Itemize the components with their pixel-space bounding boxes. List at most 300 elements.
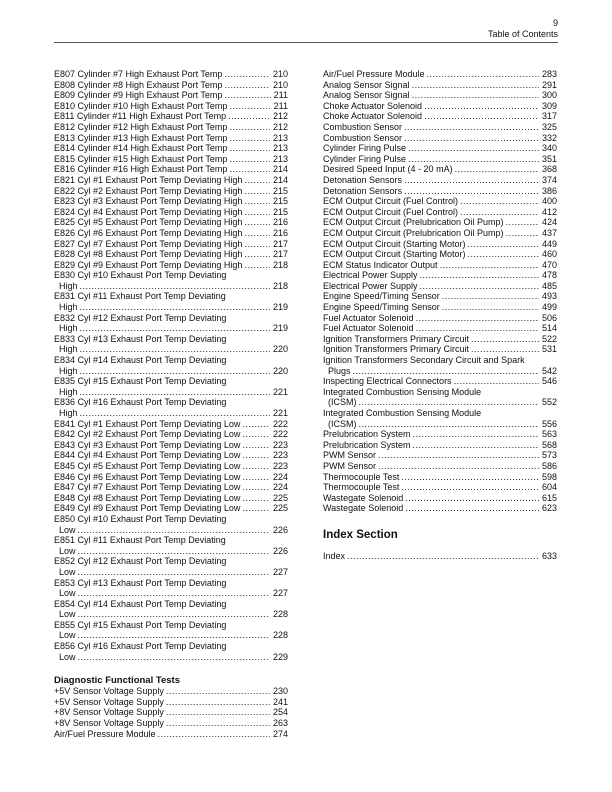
toc-entry-label: E845 Cyl #5 Exhaust Port Temp Deviating Low	[54, 460, 241, 471]
dot-leader	[158, 729, 270, 740]
toc-entry-label: Wastegate Solenoid	[323, 492, 404, 503]
dot-leader	[416, 323, 539, 334]
toc-entry[interactable]	[323, 270, 557, 281]
toc-entry[interactable]	[323, 302, 557, 313]
dot-leader	[404, 186, 539, 197]
dot-leader	[468, 239, 539, 250]
toc-entry-label: E827 Cyl #7 Exhaust Port Temp Deviating High	[54, 238, 243, 249]
toc-entry[interactable]	[323, 408, 557, 429]
toc-entry-page-number: 552	[541, 397, 557, 408]
toc-entry[interactable]	[54, 397, 288, 418]
toc-entry[interactable]	[323, 249, 557, 260]
dot-leader	[460, 196, 539, 207]
toc-entry-page-number: 220	[272, 365, 288, 376]
toc-entry[interactable]	[323, 323, 557, 334]
toc-entry-page-number: 224	[272, 482, 288, 493]
toc-entry-first-line: E855 Cyl #15 Exhaust Port Temp Deviating	[54, 619, 227, 630]
toc-entry-first-line: E852 Cyl #12 Exhaust Port Temp Deviating	[54, 556, 227, 567]
toc-entry[interactable]	[54, 599, 288, 620]
toc-entry-label: +8V Sensor Voltage Supply	[54, 718, 164, 729]
dot-leader	[229, 133, 270, 144]
toc-entry[interactable]	[54, 186, 288, 197]
toc-entry-page-number: 211	[273, 90, 288, 101]
dot-leader	[229, 164, 270, 175]
toc-entry-page-number: 633	[541, 550, 557, 561]
toc-entry-label: Fuel Actuator Solenoid	[323, 323, 414, 334]
dot-leader	[242, 482, 270, 493]
toc-entry-label: E808 Cylinder #8 High Exhaust Port Temp	[54, 79, 223, 90]
toc-entry[interactable]	[323, 281, 557, 292]
dot-leader	[408, 143, 539, 154]
toc-entry[interactable]	[54, 429, 288, 440]
toc-entry-page-number: 317	[541, 111, 557, 122]
toc-entry-page-number: 216	[272, 217, 288, 228]
toc-entry[interactable]	[54, 355, 288, 376]
toc-entry-page-number: 514	[541, 323, 557, 334]
toc-entry[interactable]	[323, 450, 557, 461]
toc-entry[interactable]	[323, 122, 557, 133]
toc-entry[interactable]	[323, 133, 557, 144]
toc-entry[interactable]	[323, 101, 557, 112]
toc-entry[interactable]	[323, 90, 557, 101]
toc-entry-label: Inspecting Electrical Connectors	[323, 376, 452, 387]
dot-leader	[442, 291, 539, 302]
toc-entry-list	[323, 551, 557, 562]
toc-entry-label: Choke Actuator Solenoid	[323, 100, 423, 111]
toc-entry[interactable]	[54, 291, 288, 312]
dot-leader	[80, 366, 270, 377]
dot-leader	[506, 228, 539, 239]
toc-entry-first-line: E836 Cyl #16 Exhaust Port Temp Deviating	[54, 397, 227, 408]
toc-entry-list	[54, 686, 288, 739]
dot-leader	[78, 609, 270, 620]
toc-entry-page-number: 300	[541, 90, 557, 101]
toc-entry[interactable]	[54, 101, 288, 112]
dot-leader	[460, 207, 539, 218]
toc-entry-label: E847 Cyl #7 Exhaust Port Temp Deviating Low	[54, 482, 241, 493]
toc-entry[interactable]	[323, 291, 557, 302]
toc-left-column	[54, 69, 288, 739]
toc-entry-label: E842 Cyl #2 Exhaust Port Temp Deviating Low	[54, 429, 241, 440]
toc-entry-label: E825 Cyl #5 Exhaust Port Temp Deviating High	[54, 217, 243, 228]
toc-entry[interactable]	[323, 387, 557, 408]
toc-entry-page-number: 225	[272, 503, 288, 514]
dot-leader	[424, 111, 539, 122]
dot-leader	[404, 122, 539, 133]
dot-leader	[242, 450, 270, 461]
toc-entry[interactable]	[54, 482, 288, 493]
toc-entry[interactable]	[323, 164, 557, 175]
toc-entry-page-number: 598	[541, 471, 557, 482]
toc-entry-first-line: Integrated Combustion Sensing Module	[323, 408, 482, 418]
toc-entry-page-number: 212	[272, 121, 288, 132]
toc-entry[interactable]	[323, 334, 557, 345]
toc-entry-label: Wastegate Solenoid	[323, 503, 404, 514]
toc-entry-label: E823 Cyl #3 Exhaust Port Temp Deviating High	[54, 196, 243, 207]
toc-entry-label: Low	[59, 609, 76, 620]
toc-entry-page-number: 222	[272, 429, 288, 440]
toc-entry[interactable]	[54, 514, 288, 535]
dot-leader	[78, 567, 270, 578]
toc-entry[interactable]	[54, 164, 288, 175]
toc-entry[interactable]	[54, 207, 288, 218]
toc-entry-page-number: 332	[541, 132, 557, 143]
toc-entry-page-number: 227	[272, 588, 288, 599]
toc-entry[interactable]	[54, 196, 288, 207]
dot-leader	[506, 217, 539, 228]
toc-entry[interactable]	[323, 376, 557, 387]
toc-entry-label: E814 Cylinder #14 High Exhaust Port Temp	[54, 143, 228, 154]
toc-entry[interactable]	[323, 472, 557, 483]
toc-entry[interactable]	[54, 718, 288, 729]
toc-entry[interactable]	[54, 334, 288, 355]
toc-entry-page-number: 229	[272, 651, 288, 662]
dot-leader	[244, 196, 270, 207]
toc-entry-label: E822 Cyl #2 Exhaust Port Temp Deviating High	[54, 185, 243, 196]
toc-entry-page-number: 424	[541, 217, 557, 228]
toc-entry[interactable]	[323, 175, 557, 186]
toc-entry[interactable]	[323, 69, 557, 80]
toc-entry[interactable]	[54, 133, 288, 144]
dot-leader	[166, 697, 270, 708]
dot-leader	[80, 344, 270, 355]
toc-entry[interactable]	[323, 493, 557, 504]
toc-entry[interactable]	[54, 111, 288, 122]
dot-leader	[424, 101, 539, 112]
toc-entry-label: Analog Sensor Signal	[323, 90, 410, 101]
toc-entry-label: Prelubrication System	[323, 429, 411, 440]
toc-entry-label: Air/Fuel Pressure Module	[54, 728, 156, 739]
toc-entry-label: E816 Cylinder #16 High Exhaust Port Temp	[54, 164, 228, 175]
toc-entry-page-number: 222	[272, 418, 288, 429]
dot-leader	[229, 143, 270, 154]
toc-entry-label: Analog Sensor Signal	[323, 79, 410, 90]
toc-entry-page-number: 228	[272, 630, 288, 641]
toc-entry[interactable]	[323, 228, 557, 239]
dot-leader	[228, 111, 270, 122]
toc-entry-label: High	[59, 365, 78, 376]
toc-entry-label: Combustion Sensor	[323, 132, 403, 143]
dot-leader	[401, 472, 539, 483]
dot-leader	[378, 450, 539, 461]
toc-entry-page-number: 218	[272, 259, 288, 270]
toc-entry-label: Low	[59, 566, 76, 577]
toc-entry-page-number: 573	[541, 450, 557, 461]
toc-entry[interactable]	[323, 503, 557, 514]
toc-entry-page-number: 210	[272, 69, 288, 79]
toc-entry-label: Air/Fuel Pressure Module	[323, 69, 425, 79]
toc-entry-page-number: 215	[272, 206, 288, 217]
toc-entry-label: ECM Output Circuit (Starting Motor)	[323, 249, 466, 260]
toc-entry-page-number: 485	[541, 280, 557, 291]
toc-entry[interactable]	[54, 154, 288, 165]
toc-entry-page-number: 623	[541, 503, 557, 514]
toc-entry-label: E821 Cyl #1 Exhaust Port Temp Deviating High	[54, 174, 243, 185]
dot-leader	[404, 175, 539, 186]
dot-leader	[244, 175, 270, 186]
dot-leader	[229, 154, 270, 165]
toc-entry-page-number: 499	[541, 302, 557, 313]
toc-entry-page-number: 213	[272, 143, 288, 154]
toc-entry-page-number: 241	[272, 696, 288, 707]
toc-entry[interactable]	[323, 239, 557, 250]
toc-entry[interactable]	[54, 556, 288, 577]
toc-entry[interactable]	[54, 707, 288, 718]
toc-entry-page-number: 218	[272, 280, 288, 291]
toc-entry-label: Engine Speed/Timing Sensor	[323, 302, 440, 313]
toc-entry[interactable]	[54, 503, 288, 514]
toc-entry[interactable]	[323, 482, 557, 493]
toc-entry-page-number: 210	[272, 79, 288, 90]
toc-entry-page-number: 563	[541, 429, 557, 440]
toc-entry-first-line: E832 Cyl #12 Exhaust Port Temp Deviating	[54, 312, 227, 323]
toc-entry-label: Cylinder Firing Pulse	[323, 153, 407, 164]
toc-entry[interactable]	[54, 641, 288, 662]
dot-leader	[78, 525, 270, 536]
toc-entry-label: High	[59, 386, 78, 397]
toc-entry-page-number: 615	[541, 492, 557, 503]
toc-entry-page-number: 228	[272, 609, 288, 620]
toc-entry[interactable]	[323, 80, 557, 91]
toc-entry[interactable]	[323, 196, 557, 207]
toc-entry-label: Engine Speed/Timing Sensor	[323, 291, 440, 302]
toc-entry[interactable]	[323, 440, 557, 451]
toc-entry-label: +8V Sensor Voltage Supply	[54, 707, 164, 718]
dot-leader	[454, 376, 539, 387]
toc-entry[interactable]	[54, 686, 288, 697]
toc-entry-label: ECM Output Circuit (Starting Motor)	[323, 238, 466, 249]
toc-entry-page-number: 386	[541, 185, 557, 196]
toc-entry-label: E812 Cylinder #12 High Exhaust Port Temp	[54, 121, 228, 132]
toc-entry-list	[54, 69, 288, 662]
toc-entry[interactable]	[323, 355, 557, 376]
dot-leader	[166, 707, 270, 718]
toc-entry-page-number: 449	[541, 238, 557, 249]
toc-entry-label: E844 Cyl #4 Exhaust Port Temp Deviating Low	[54, 450, 241, 461]
toc-entry-label: High	[59, 280, 78, 291]
toc-entry-page-number: 254	[272, 707, 288, 718]
toc-entry[interactable]	[54, 450, 288, 461]
toc-entry-label: PWM Sensor	[323, 450, 377, 461]
dot-leader	[224, 80, 270, 91]
dot-leader	[468, 249, 539, 260]
toc-entry-label: ECM Output Circuit (Prelubrication Oil Pump)	[323, 227, 504, 238]
dot-leader	[166, 718, 270, 729]
toc-entry-label: High	[59, 408, 78, 418]
toc-entry-page-number: 225	[272, 492, 288, 503]
toc-entry-page-number: 230	[272, 686, 288, 697]
toc-entry-page-number: 506	[541, 312, 557, 323]
dot-leader	[242, 493, 270, 504]
toc-entry-page-number: 283	[541, 69, 557, 79]
toc-entry-label: High	[59, 344, 78, 355]
toc-entry-page-number: 217	[272, 238, 288, 249]
toc-entry[interactable]	[54, 461, 288, 472]
toc-entry-page-number: 220	[272, 344, 288, 355]
toc-entry[interactable]	[54, 260, 288, 271]
toc-entry-page-number: 368	[541, 164, 557, 175]
toc-entry-page-number: 214	[272, 164, 288, 175]
dot-leader	[224, 69, 270, 80]
toc-entry-label: E826 Cyl #6 Exhaust Port Temp Deviating High	[54, 227, 243, 238]
toc-entry[interactable]	[323, 313, 557, 324]
dot-leader	[244, 207, 270, 218]
toc-entry[interactable]	[54, 620, 288, 641]
toc-entry[interactable]	[54, 143, 288, 154]
toc-entry[interactable]	[54, 175, 288, 186]
dot-leader	[244, 239, 270, 250]
dot-leader	[244, 217, 270, 228]
toc-entry-list	[323, 69, 557, 514]
toc-entry-page-number: 437	[541, 227, 557, 238]
toc-entry-label: ECM Output Circuit (Fuel Control)	[323, 206, 459, 217]
toc-entry[interactable]	[54, 472, 288, 483]
page-number: 9	[552, 18, 558, 28]
toc-entry-page-number: 351	[541, 153, 557, 164]
toc-entry[interactable]	[323, 344, 557, 355]
toc-entry-label: Low	[59, 545, 76, 556]
dot-leader	[413, 429, 539, 440]
toc-entry-label: Thermocouple Test	[323, 471, 400, 482]
toc-entry[interactable]	[323, 461, 557, 472]
toc-entry-label: Low	[59, 651, 76, 662]
toc-entry[interactable]	[323, 154, 557, 165]
toc-entry-page-number: 470	[541, 259, 557, 270]
toc-entry-label: E846 Cyl #6 Exhaust Port Temp Deviating Low	[54, 471, 241, 482]
toc-entry-page-number: 493	[541, 291, 557, 302]
toc-entry[interactable]	[54, 69, 288, 80]
toc-entry-page-number: 412	[541, 206, 557, 217]
toc-entry-page-number: 227	[272, 566, 288, 577]
toc-entry-page-number: 223	[272, 439, 288, 450]
toc-entry-first-line: E833 Cyl #13 Exhaust Port Temp Deviating	[54, 333, 227, 344]
dot-leader	[242, 503, 270, 514]
toc-entry-page-number: 214	[272, 174, 288, 185]
toc-entry-label: Combustion Sensor	[323, 121, 403, 132]
toc-entry-page-number: 226	[272, 545, 288, 556]
toc-entry-page-number: 309	[541, 100, 557, 111]
toc-entry-label: E809 Cylinder #9 High Exhaust Port Temp	[54, 90, 223, 101]
toc-entry-label: +5V Sensor Voltage Supply	[54, 696, 164, 707]
toc-entry-page-number: 223	[272, 460, 288, 471]
dot-leader	[224, 90, 270, 101]
toc-entry[interactable]	[54, 90, 288, 101]
toc-entry[interactable]	[54, 313, 288, 334]
toc-entry-page-number: 213	[272, 153, 288, 164]
toc-entry-label: E841 Cyl #1 Exhaust Port Temp Deviating Low	[54, 418, 241, 429]
toc-entry[interactable]	[54, 228, 288, 239]
toc-entry[interactable]	[323, 143, 557, 154]
dot-leader	[401, 482, 539, 493]
toc-entry-label: ECM Status Indicator Output	[323, 259, 438, 270]
toc-entry-first-line: E835 Cyl #15 Exhaust Port Temp Deviating	[54, 376, 227, 387]
toc-entry-page-number: 542	[541, 365, 557, 376]
dot-leader	[378, 461, 539, 472]
toc-entry-label: (ICSM)	[328, 418, 357, 429]
toc-entry-label: High	[59, 323, 78, 334]
toc-entry-page-number: 531	[541, 344, 557, 355]
toc-entry[interactable]	[54, 440, 288, 451]
toc-entry-label: +5V Sensor Voltage Supply	[54, 686, 164, 697]
toc-entry-page-number: 460	[541, 249, 557, 260]
toc-entry[interactable]	[323, 551, 557, 562]
dot-leader	[471, 344, 539, 355]
toc-entry[interactable]	[323, 260, 557, 271]
toc-entry-label: Plugs	[328, 365, 351, 376]
dot-leader	[420, 270, 539, 281]
dot-leader	[242, 461, 270, 472]
toc-entry[interactable]	[54, 270, 288, 291]
toc-entry[interactable]	[54, 535, 288, 556]
toc-entry-page-number: 212	[272, 111, 288, 122]
dot-leader	[80, 408, 270, 419]
dot-leader	[455, 164, 539, 175]
toc-entry-label: E848 Cyl #8 Exhaust Port Temp Deviating Low	[54, 492, 241, 503]
toc-entry[interactable]	[54, 729, 288, 740]
toc-entry-page-number: 223	[272, 450, 288, 461]
toc-entry-page-number: 216	[272, 227, 288, 238]
toc-entry-label: Thermocouple Test	[323, 482, 400, 493]
toc-entry[interactable]	[323, 217, 557, 228]
dot-leader	[412, 90, 539, 101]
toc-entry-first-line: E856 Cyl #16 Exhaust Port Temp Deviating	[54, 641, 227, 652]
toc-entry-label: E813 Cylinder #13 High Exhaust Port Temp	[54, 132, 228, 143]
toc-entry[interactable]	[54, 578, 288, 599]
toc-entry-label: E824 Cyl #4 Exhaust Port Temp Deviating High	[54, 206, 243, 217]
toc-entry[interactable]	[54, 493, 288, 504]
toc-entry-label: Detonation Sensors	[323, 174, 403, 185]
toc-entry-page-number: 215	[272, 185, 288, 196]
dot-leader	[80, 323, 270, 334]
dot-leader	[420, 281, 539, 292]
toc-entry-label: E829 Cyl #9 Exhaust Port Temp Deviating High	[54, 259, 243, 270]
dot-leader	[413, 440, 539, 451]
dot-leader	[229, 122, 270, 133]
toc-entry[interactable]	[54, 217, 288, 228]
toc-entry[interactable]	[323, 207, 557, 218]
toc-entry-page-number: 291	[541, 79, 557, 90]
toc-entry-page-number: 340	[541, 143, 557, 154]
dot-leader	[244, 249, 270, 260]
toc-entry[interactable]	[323, 429, 557, 440]
toc-entry[interactable]	[54, 122, 288, 133]
dot-leader	[78, 630, 270, 641]
toc-entry-label: ECM Output Circuit (Fuel Control)	[323, 196, 459, 207]
toc-entry[interactable]	[54, 80, 288, 91]
toc-entry[interactable]	[323, 186, 557, 197]
toc-entry[interactable]	[54, 376, 288, 397]
dot-leader	[78, 588, 270, 599]
toc-entry[interactable]	[54, 249, 288, 260]
toc-entry[interactable]	[323, 111, 557, 122]
dot-leader	[427, 69, 539, 80]
toc-entry-first-line: E830 Cyl #10 Exhaust Port Temp Deviating	[54, 270, 227, 281]
dot-leader	[471, 334, 539, 345]
dot-leader	[242, 472, 270, 483]
toc-entry-label: E828 Cyl #8 Exhaust Port Temp Deviating High	[54, 249, 243, 260]
toc-entry-page-number: 213	[272, 132, 288, 143]
toc-entry-page-number: 215	[272, 196, 288, 207]
toc-entry-first-line: E853 Cyl #13 Exhaust Port Temp Deviating	[54, 577, 227, 588]
toc-entry-label: Electrical Power Supply	[323, 270, 418, 281]
toc-entry[interactable]	[54, 419, 288, 430]
dot-leader	[412, 80, 539, 91]
toc-entry-label: Electrical Power Supply	[323, 280, 418, 291]
dot-leader	[242, 419, 270, 430]
toc-entry[interactable]	[54, 697, 288, 708]
toc-entry[interactable]	[54, 239, 288, 250]
toc-entry-page-number: 556	[541, 418, 557, 429]
